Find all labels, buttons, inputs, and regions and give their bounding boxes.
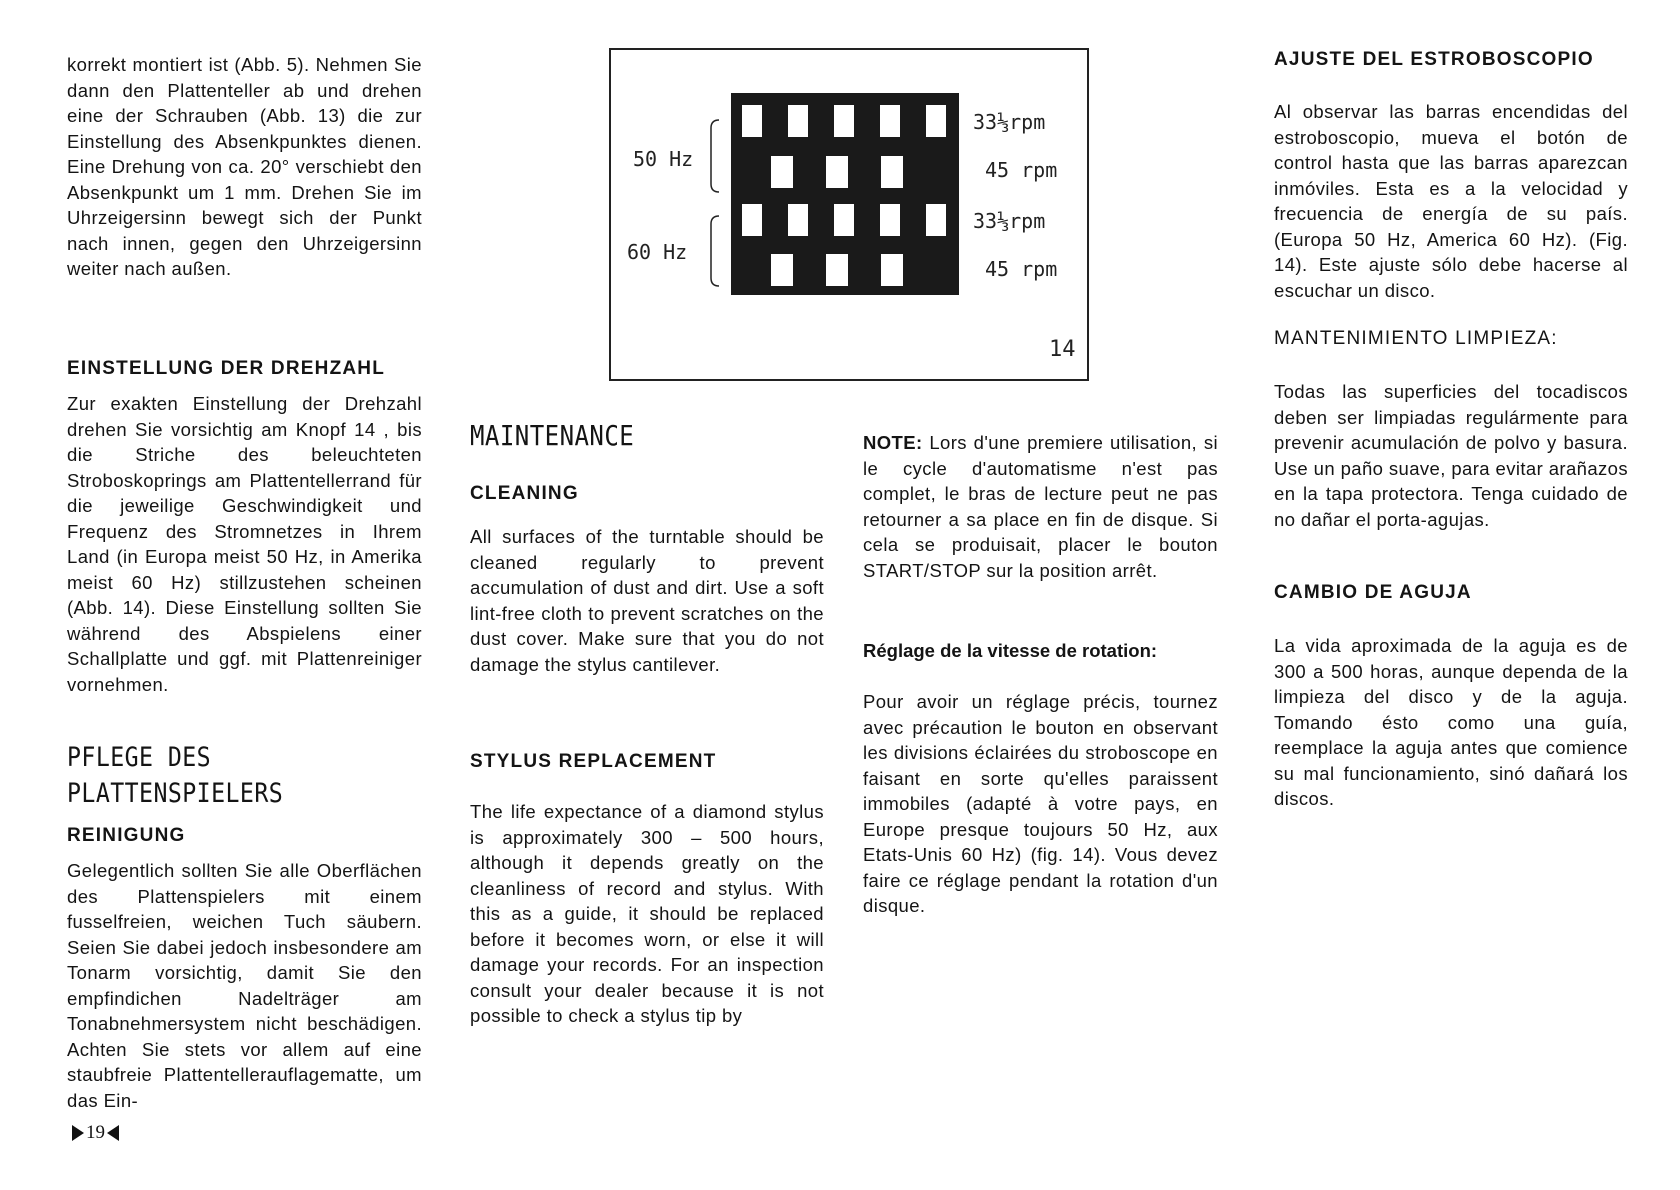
paragraph-note [863, 430, 1218, 583]
heading-cambio-aguja: CAMBIO DE AGUJA [1274, 582, 1472, 603]
heading-pflege-line2: PLATTENSPIELERS [67, 778, 284, 809]
figure-number: 14 [1049, 337, 1076, 362]
page-number [72, 1122, 119, 1144]
heading-einstellung-drehzahl: EINSTELLUNG DER DREHZAHL [67, 358, 386, 379]
paragraph-absenkpunkt: korrekt montiert ist (Abb. 5). Nehmen Sie dann den Plattenteller ab und drehen eine der Schrauben (Abb. 13) die zur Einstellung des Absenkpunktes dienen. Eine Drehung von ca. 20° verschiebt den Absenkpunkt um 1 mm. Drehen Sie im Uhrzeigersinn bewegt sich der Punkt nach innen, gegen den Uhrzeigersinn weiter nach außen. [67, 54, 422, 279]
note-label: NOTE: [863, 432, 923, 453]
paragraph-drehzahl: Zur exakten Einstellung der Drehzahl drehen Sie vorsichtig am Knopf 14 , bis die Striche des beleuchteten Stroboskoprings am Plattentellerrand für die jeweilige Geschwindigkeit und Frequenz des Stromnetzes in Ihrem Land (in Europa meist 50 Hz, in Amerika meist 60 Hz) stillzustehen scheinen (Abb. 14). Diese Einstellung sollten Sie während des Abspielens einer Schallplatte und ggf. mit Plattenreiniger vornehmen. [67, 393, 422, 695]
hz-brackets [711, 120, 719, 286]
arrow-left-icon [107, 1125, 119, 1141]
arrow-right-icon [72, 1125, 84, 1141]
heading-maintenance: MAINTENANCE [470, 419, 635, 452]
paragraph-stylus-replacement: The life expectance of a diamond stylus is approximately 300 – 500 hours, although it depends greatly on the cleanliness of record and stylus. With this as a guide, it should be replaced before it becomes worn, or else it will damage your records. For an inspection consult your dealer because it is not possible to check a stylus tip by [470, 801, 824, 1026]
paragraph-reinigung: Gelegentlich sollten Sie alle Oberflächen des Plattenspielers mit einem fusselfreien, weichen Tuch säubern. Seien Sie dabei jedoch insbesondere am Tonarm vorsichtig, damit Sie den empfindichen Nadelträger am Tonabnehmersystem nicht beschädigen. Achten Sie stets vor allem auf eine staubfreie Plattentellerauflagematte, um das Ein- [67, 860, 422, 1111]
label-60hz: 60 Hz [627, 240, 688, 264]
page-number-text: 19 [86, 1122, 105, 1143]
label-rpm-33-b: 33⅓rpm [973, 209, 1046, 233]
heading-cleaning: CLEANING [470, 483, 579, 504]
stroboscope-diagram [611, 50, 1087, 379]
heading-reglage-vitesse: Réglage de la vitesse de rotation: [863, 640, 1158, 661]
heading-ajuste-estroboscopio: AJUSTE DEL ESTROBOSCOPIO [1274, 49, 1594, 70]
label-50hz: 50 Hz [633, 147, 694, 171]
paragraph-reglage: Pour avoir un réglage précis, tournez avec précaution le bouton en observant les divisions éclairées du stroboscope en faisant en sorte qu'elles paraissent immobiles (adapté à votre pays, en Europe presque toujours 50 Hz, aux Etats-Unis 60 Hz) (fig. 14). Vous devez faire ce réglage pendant la rotation d'un disque. [863, 691, 1218, 916]
heading-reinigung: REINIGUNG [67, 825, 186, 846]
paragraph-ajuste: Al observar las barras encendidas del estroboscopio, mueva el botón de control hasta que las barras aparezcan inmóviles. Esta es a la velocidad y frecuencia de energía de su país. (Europa 50 Hz, America 60 Hz). (Fig. 14). Este ajuste sólo debe hacerse al escuchar un disco. [1274, 101, 1628, 301]
heading-pflege-line1: PFLEGE DES [67, 742, 212, 773]
label-rpm-45-b: 45 rpm [985, 257, 1058, 281]
note-text: Lors d'une premiere utilisation, si le cycle d'automatisme n'est pas complet, le bras de lecture peut ne pas retourner a sa place en fin de disque. Si cela se produisait, placer le bouton START/STOP sur la position arrêt. [863, 432, 1218, 581]
paragraph-cleaning: All surfaces of the turntable should be cleaned regularly to prevent accumulation of dust and dirt. Use a soft lint-free cloth to prevent scratches on the dust cover. Make sure that you do not damage the stylus cantilever. [470, 526, 824, 675]
paragraph-cambio-aguja: La vida aproximada de la aguja es de 300 a 500 horas, aunque dependa de la limpieza del disco y de la aguja. Tomando ésto como una guía, reemplace la aguja antes que comience su mal funcionamiento, sinó dañará los discos. [1274, 635, 1628, 809]
heading-mantenimiento: MANTENIMIENTO LIMPIEZA: [1274, 328, 1558, 349]
label-rpm-45-a: 45 rpm [985, 158, 1058, 182]
heading-stylus-replacement: STYLUS REPLACEMENT [470, 751, 717, 772]
label-rpm-33-a: 33⅓rpm [973, 110, 1046, 134]
paragraph-mantenimiento: Todas las superficies del tocadiscos deben ser limpiadas regulármente para prevenir acumulación de polvo y basura. Use un paño suave, para evitar arañazos en la tapa protectora. Tenga cuidado de no dañar el porta-agujas. [1274, 381, 1628, 530]
figure-stroboscope [609, 48, 1089, 381]
